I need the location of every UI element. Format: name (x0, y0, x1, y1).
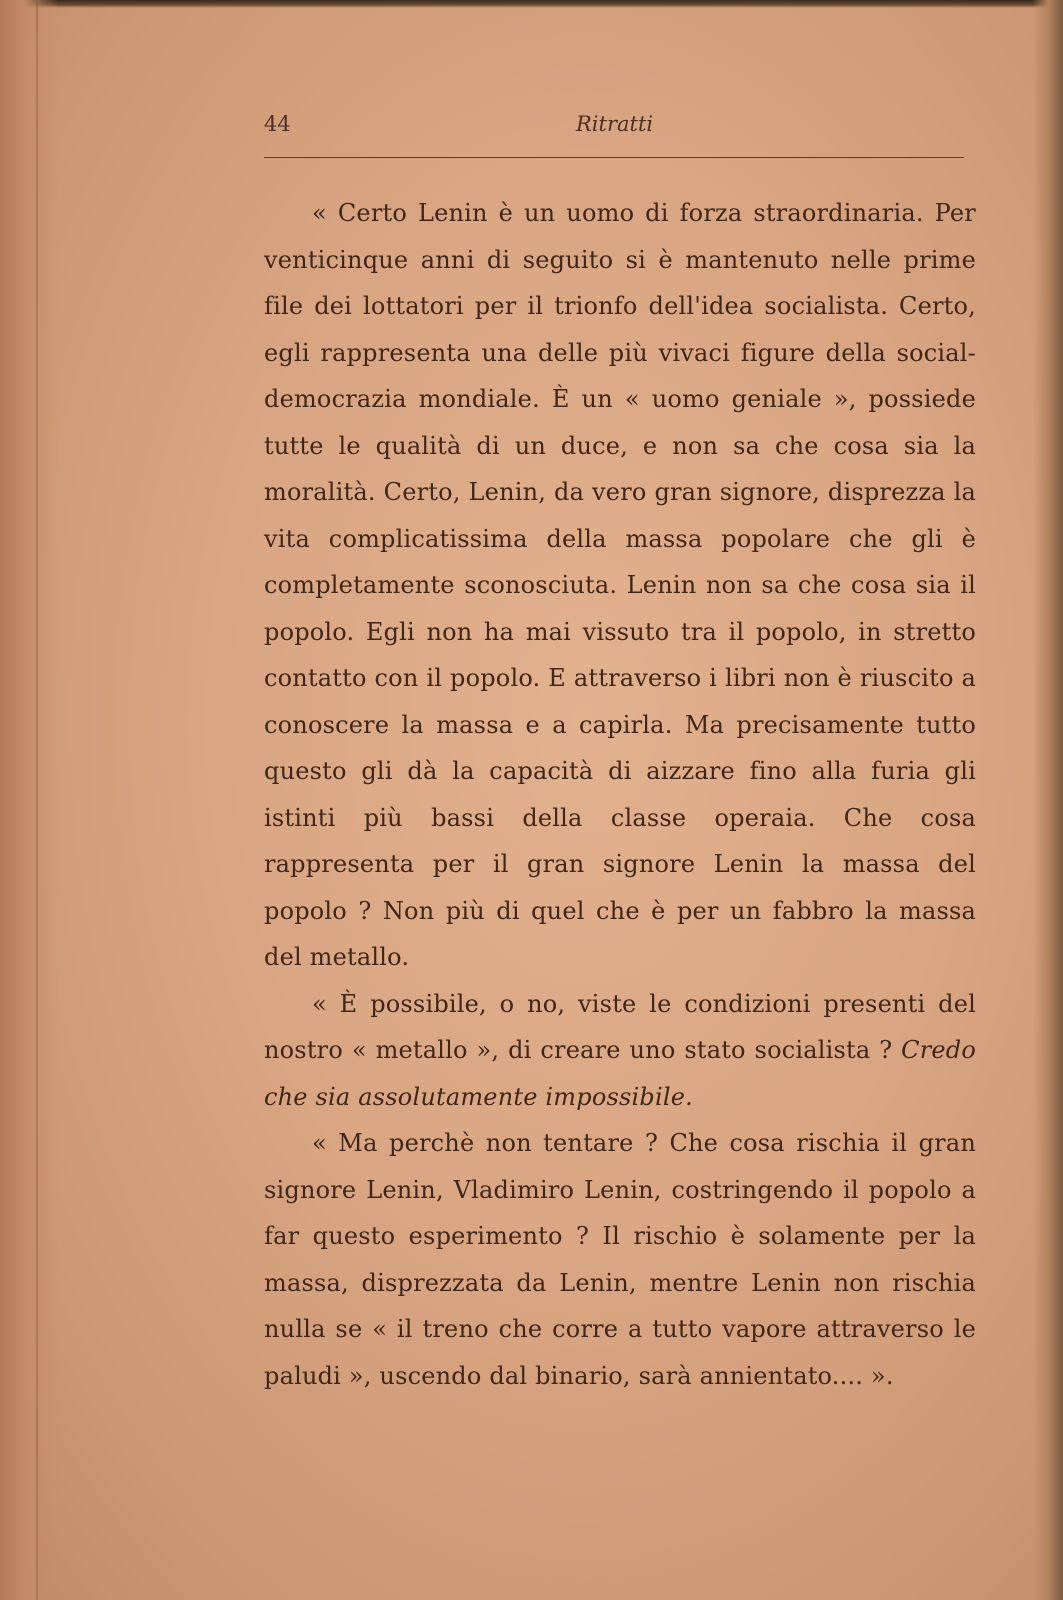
paragraph-3: « Ma perchè non tentare ? Che cosa rischia il gran signore Lenin, Vladimiro Lenin, costringendo il popolo a far questo esperimento ? Il rischio è solamente per la massa, disprezzata da Lenin, mentre Lenin non rischia nulla se « il treno che corre a tutto vapore attraverso le paludi », uscendo dal binario, sarà annientato.... ». (264, 1129, 976, 1390)
paragraph-2-text: « È possibile, o no, viste le condizioni presenti del nostro « metallo », di creare uno stato socialista ? (264, 989, 976, 1064)
page-right-edge (1033, 0, 1063, 1600)
header-rule (264, 157, 964, 158)
page-header (264, 112, 964, 144)
running-title: Ritratti (576, 112, 654, 136)
body-text (264, 190, 976, 1399)
paragraph-1: « Certo Lenin è un uomo di forza straordinaria. Per venticinque anni di seguito si è mantenuto nelle prime file dei lottatori per il trionfo dell'idea socialista. Certo, egli rappresenta una delle più vivaci figure della social-democrazia mondiale. È un « uomo geniale », possiede tutte le qualità di un duce, e non sa che cosa sia la moralità. Certo, Lenin, da vero gran signore, disprezza la vita complicatissima della massa popolare che gli è completamente sconosciuta. Lenin non sa che cosa sia il popolo. Egli non ha mai vissuto tra il popolo, in stretto contatto con il popolo. E attraverso i libri non è riuscito a conoscere la massa e a capirla. Ma precisamente tutto questo gli dà la capacità di aizzare fino alla furia gli istinti più bassi della classe operaia. Che cosa rappresenta per il gran signore Lenin la massa del popolo ? Non più di quel che è per un fabbro la massa del metallo. (264, 199, 976, 971)
page-left-margin-shadow (0, 0, 58, 1600)
page-top-edge (0, 0, 1063, 8)
paragraph-2 (264, 981, 976, 1121)
page-number: 44 (264, 112, 291, 136)
paragraph-2-italic: Credo che sia assolutamente impossibile. (264, 1036, 976, 1111)
